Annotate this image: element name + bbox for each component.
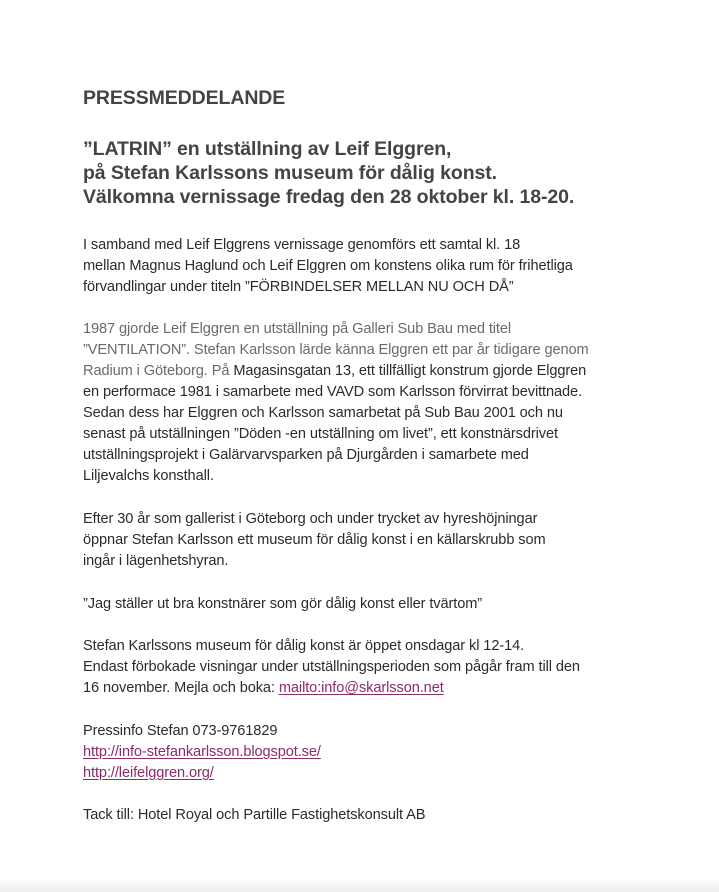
document-heading: PRESSMEDDELANDE [83, 87, 286, 109]
quote-paragraph [83, 594, 703, 615]
text-line: Efter 30 år som gallerist i Göteborg och under trycket av hyreshöjningar [83, 511, 538, 527]
email-link[interactable]: mailto:info@skarlsson.net [278, 680, 444, 696]
museum-paragraph [83, 509, 703, 572]
text-line: förvandlingar under titeln ”FÖRBINDELSER MELLAN NU OCH DÅ” [83, 279, 514, 295]
text-segment: 16 november. Mejla och boka: [83, 680, 279, 696]
text-line: Sedan dess har Elggren och Karlsson samarbetat på Sub Bau 2001 och nu [83, 405, 563, 421]
text-line: utställningsprojekt i Galärvarvsparken på Djurgården i samarbete med [83, 447, 529, 463]
history-paragraph [83, 319, 703, 487]
text-line: Endast förbokade visningar under utställningsperioden som pågår fram till den [83, 659, 580, 675]
title-line: på Stefan Karlssons museum för dålig konst. [83, 162, 497, 184]
quote-text: ”Jag ställer ut bra konstnärer som gör dålig konst eller tvärtom” [83, 596, 483, 612]
thanks-paragraph [83, 805, 703, 826]
text-line: en performace 1981 i samarbete med VAVD som Karlsson förvirrat bevittnade. [83, 384, 583, 400]
intro-paragraph [83, 235, 703, 298]
link-line [83, 742, 703, 763]
text-segment: Radium i Göteborg. På [83, 363, 234, 379]
website-link[interactable]: http://leifelggren.org/ [83, 765, 214, 781]
text-line: I samband med Leif Elggrens vernissage genomförs ett samtal kl. 18 [83, 237, 521, 253]
text-segment: Magasinsgatan 13, ett tillfälligt konstrum gjorde Elggren [233, 363, 587, 379]
blog-link[interactable]: http://info-stefankarlsson.blogspot.se/ [83, 744, 321, 760]
text-line: öppnar Stefan Karlsson ett museum för dålig konst i en källarskrubb som [83, 532, 546, 548]
text-line: mellan Magnus Haglund och Leif Elggren om konstens olika rum för frihetliga [83, 258, 573, 274]
text-line: Liljevalchs konsthall. [83, 468, 214, 484]
title-line: ”LATRIN” en utställning av Leif Elggren, [83, 138, 452, 160]
press-release-document [83, 86, 703, 826]
text-line: ingår i lägenhetshyran. [83, 553, 229, 569]
thanks-text: Tack till: Hotel Royal och Partille Fastighetskonsult AB [83, 807, 426, 823]
page-edge-shadow [0, 878, 719, 892]
text-line [83, 678, 703, 699]
text-line: senast på utställningen ”Döden -en utställning om livet”, ett konstnärsdrivet [83, 426, 558, 442]
text-line [83, 361, 703, 382]
opening-hours-paragraph [83, 636, 703, 699]
text-line: ”VENTILATION”. Stefan Karlsson lärde känna Elggren ett par år tidigare genom [83, 342, 589, 358]
press-info-paragraph [83, 721, 703, 784]
text-line: 1987 gjorde Leif Elggren en utställning på Galleri Sub Bau med titel [83, 321, 512, 337]
exhibition-title [83, 137, 703, 209]
text-line: Stefan Karlssons museum för dålig konst är öppet onsdagar kl 12-14. [83, 638, 525, 654]
link-line [83, 763, 703, 784]
title-line: Välkomna vernissage fredag den 28 oktober kl. 18-20. [83, 186, 575, 208]
press-contact: Pressinfo Stefan 073-9761829 [83, 723, 278, 739]
